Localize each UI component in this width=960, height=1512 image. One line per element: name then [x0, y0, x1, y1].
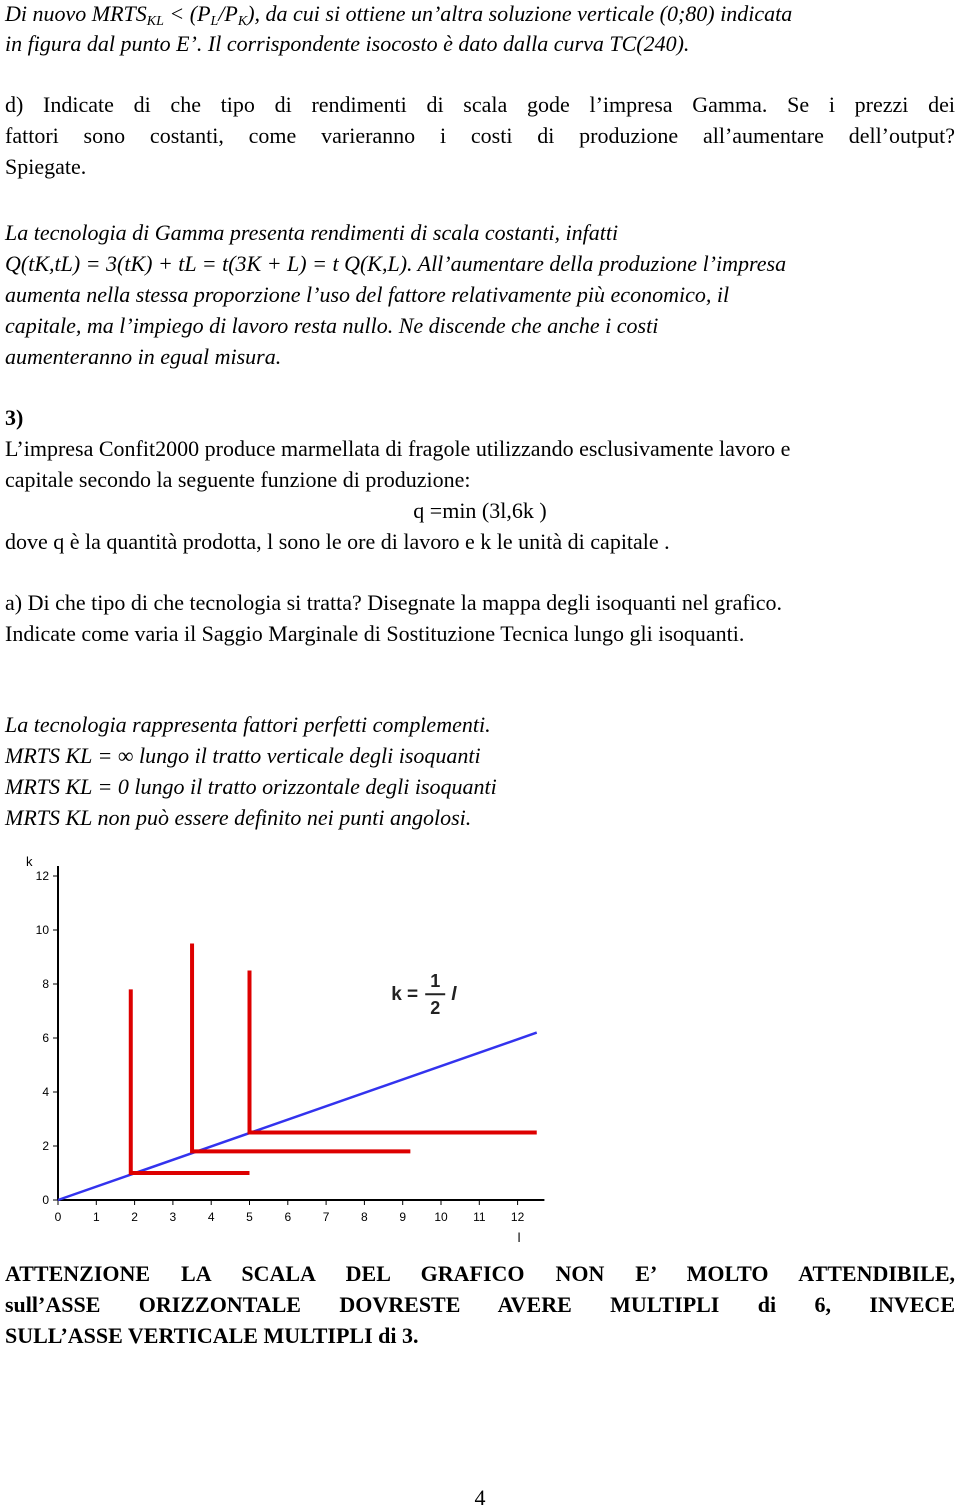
production-function-formula: q =min (3l,6k ) — [413, 498, 547, 523]
exercise-3-line-2: capitale secondo la seguente funzione di produzione: — [5, 467, 471, 492]
answer-a-line-4: MRTS KL non può essere definito nei punti angolosi. — [5, 805, 472, 830]
x-tick-label: 9 — [399, 1210, 407, 1224]
answer-d-line-1: La tecnologia di Gamma presenta rendimenti di scala costanti, infatti — [5, 220, 619, 245]
text-line-1: Di nuovo $MRTS_{KL} < (P_L/P_K)$, da cui si ottiene un’altra soluzione verticale (0;80) indicata — [5, 1, 793, 29]
x-tick-label: 5 — [246, 1210, 253, 1224]
y-tick-label: 12 — [35, 869, 49, 883]
x-tick-label: 3 — [169, 1210, 177, 1224]
warning-line-1: ATTENZIONE LA SCALA DEL GRAFICO NON E’ MOLTO ATTENDIBILE, — [5, 1261, 955, 1286]
question-d-line-3: Spiegate. — [5, 154, 87, 179]
infinity-symbol: ∞ — [117, 743, 134, 768]
x-tick-label: 4 — [207, 1210, 215, 1224]
answer-a-line-2: MRTS KL = ∞ lungo il tratto verticale degli isoquanti — [5, 743, 481, 768]
line-equation-annotation — [391, 971, 457, 1018]
exercise-3-line-3: dove q è la quantità prodotta, l sono le ore di lavoro e k le unità di capitale . — [5, 529, 670, 554]
question-d-line-1: d) Indicate di che tipo di rendimenti di scala gode l’impresa Gamma. Se i prezzi dei — [5, 92, 955, 117]
isoquant-2 — [192, 944, 410, 1152]
y-tick-label: 8 — [42, 977, 49, 991]
x-tick-label: 11 — [473, 1210, 486, 1224]
annotation-variable: l — [451, 984, 457, 1006]
annotation-denominator: 2 — [430, 998, 441, 1019]
x-tick-label: 0 — [54, 1210, 62, 1224]
y-tick-label: 6 — [42, 1031, 49, 1045]
answer-d-line-2: Q(tK,tL) = 3(tK) + tL = t(3K + L) = t Q(K,L). All’aumentare della produzione l’impresa — [5, 251, 787, 276]
question-d-line-2: fattori sono costanti, come varieranno i costi di produzione all’aumentare dell’output? — [5, 123, 955, 148]
x-tick-label: 2 — [131, 1210, 138, 1224]
exercise-number: 3) — [5, 405, 24, 430]
warning-line-2: sull’ASSE ORIZZONTALE DOVRESTE AVERE MULTIPLI di 6, INVECE — [5, 1292, 955, 1317]
answer-d-line-3: aumenta nella stessa proporzione l’uso del fattore relativamente più economico, il — [5, 282, 730, 307]
x-axis-label: l — [517, 1230, 521, 1245]
answer-d-line-4: capitale, ma l’impiego di lavoro resta nullo. Ne discende che anche i costi — [5, 313, 659, 338]
x-tick-label: 12 — [510, 1210, 525, 1224]
x-tick-label: 7 — [322, 1210, 330, 1224]
answer-a-line-1: La tecnologia rappresenta fattori perfetti complementi. — [5, 712, 491, 737]
warning-line-3: SULL’ASSE VERTICALE MULTIPLI di 3. — [5, 1323, 419, 1348]
y-axis-label: k — [26, 854, 33, 869]
page-number: 4 — [474, 1485, 486, 1510]
x-tick-label: 6 — [284, 1210, 292, 1224]
x-tick-label: 10 — [434, 1210, 448, 1224]
exercise-3-line-1: L’impresa Confit2000 produce marmellata di fragole utilizzando esclusivamente lavoro e — [5, 436, 791, 461]
y-tick-label: 10 — [35, 923, 49, 937]
isoquant-chart — [0, 854, 960, 1260]
annotation-lhs: k = — [391, 984, 419, 1006]
answer-a-line-3: MRTS KL = 0 lungo il tratto orizzontale degli isoquanti — [5, 774, 497, 799]
text-line-2: in figura dal punto E’. Il corrispondente isocosto è dato dalla curva TC(240). — [5, 31, 690, 56]
y-tick-label: 0 — [42, 1193, 49, 1207]
x-tick-label: 1 — [92, 1210, 100, 1224]
question-a-line-1: a) Di che tipo di che tecnologia si tratta? Disegnate la mappa degli isoquanti nel grafico. — [5, 590, 783, 615]
answer-d-line-5: aumenteranno in egual misura. — [5, 344, 282, 369]
y-tick-label: 2 — [42, 1139, 49, 1153]
question-a-line-2: Indicate come varia il Saggio Marginale di Sostituzione Tecnica lungo gli isoquanti. — [5, 621, 745, 646]
annotation-numerator: 1 — [430, 971, 441, 992]
x-tick-label: 8 — [361, 1210, 368, 1224]
y-tick-label: 4 — [42, 1085, 49, 1099]
